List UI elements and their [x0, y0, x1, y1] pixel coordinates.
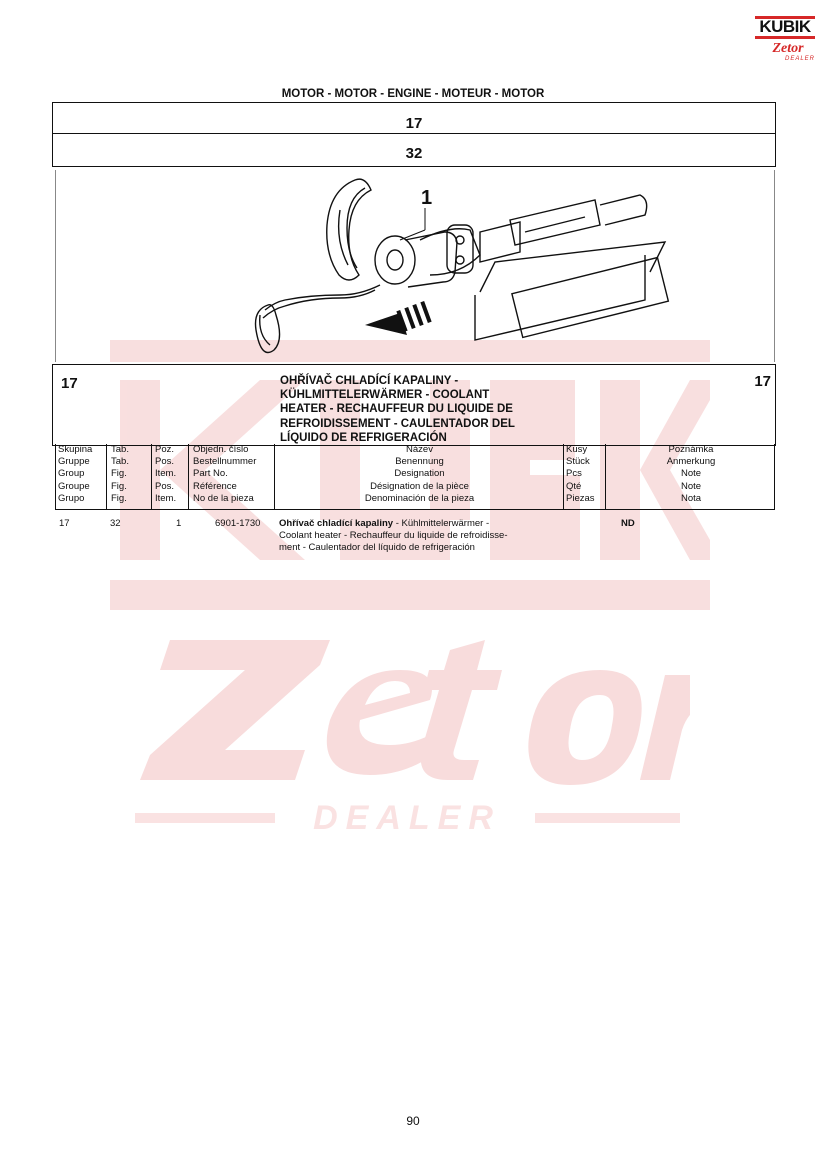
col-tab-label: Fig. — [111, 468, 127, 480]
group-title-line: LÍQUIDO DE REFRIGERACIÓN — [280, 431, 447, 444]
col-pos-label: Pos. — [155, 456, 175, 468]
col-note-label: Note — [680, 480, 702, 492]
page-number: 90 — [406, 1114, 420, 1128]
col-part-no-label: Bestellnummer — [193, 456, 257, 468]
col-part-no-label: Objedn. číslo — [193, 444, 249, 455]
col-tab — [106, 444, 156, 510]
col-qty-label: Kusy — [566, 444, 588, 455]
col-designation-label: Denominación de la pieza — [364, 492, 475, 504]
col-pos-label: Poz. — [155, 444, 175, 455]
group-number-box — [52, 102, 776, 134]
watermark-dealer — [135, 795, 680, 835]
logo-dealer-text: DEALER — [785, 56, 816, 62]
col-pos — [151, 444, 193, 510]
col-designation-label: Désignation de la pièce — [370, 480, 469, 492]
group-number-right: 17 — [754, 373, 771, 390]
group-title — [280, 374, 550, 445]
part-designation-bold: Ohřívač chladící kapaliny — [279, 518, 394, 529]
col-note-label: Nota — [680, 492, 702, 504]
col-part-no-label: Référence — [193, 480, 237, 492]
part-pos: 1 — [176, 518, 182, 529]
table-number-box — [52, 132, 776, 167]
col-designation-label: Název — [406, 444, 433, 455]
col-pos-label: Item. — [155, 468, 177, 480]
col-group-label: Grupo — [58, 492, 85, 504]
part-designation — [279, 518, 569, 553]
col-tab-label: Tab. — [111, 456, 129, 468]
col-qty-label: Qté — [566, 480, 582, 492]
part-note: ND — [621, 518, 635, 529]
watermark-zetor-logo — [130, 620, 690, 790]
group-title-line: REFROIDISSEMENT - CAULENTADOR DEL — [280, 417, 515, 430]
part-designation-line: - Kühlmittelerwärmer - — [393, 518, 490, 529]
col-part-no-label: Part No. — [193, 468, 228, 480]
col-designation — [274, 444, 564, 510]
col-qty-label: Stück — [566, 456, 590, 468]
col-part-no — [188, 444, 278, 510]
col-qty-label: Pcs — [566, 468, 582, 480]
part-tab: 32 — [110, 518, 121, 529]
col-group-label: Gruppe — [58, 456, 90, 468]
col-part-no-label: No de la pieza — [193, 492, 254, 504]
parts-illustration — [55, 170, 775, 362]
col-tab-label: Fig. — [111, 480, 127, 492]
group-number: 17 — [405, 115, 423, 132]
watermark-dealer-text: DEALER — [313, 799, 501, 835]
group-title-line: HEATER - RECHAUFFEUR DU LIQUIDE DE — [280, 403, 513, 416]
part-number: 6901-1730 — [215, 518, 261, 529]
callout-1: 1 — [421, 187, 433, 209]
group-title-line: OHŘÍVAČ CHLADÍCÍ KAPALINY - — [280, 375, 459, 387]
column-headers — [55, 444, 775, 510]
col-pos-label: Item. — [155, 492, 177, 504]
logo-bar — [755, 36, 815, 39]
col-group — [58, 444, 108, 510]
group-title-line: KÜHLMITTELERWÄRMER - COOLANT — [280, 389, 490, 402]
part-designation-line: ment - Caulentador del líquido de refrigeración — [279, 541, 475, 553]
col-note-label: Poznámka — [668, 444, 714, 455]
col-designation-label: Benennung — [395, 456, 444, 468]
col-group-label: Groupe — [58, 480, 90, 492]
col-note-label: Note — [680, 468, 702, 480]
kubik-zetor-logo — [755, 14, 815, 66]
col-group-label: Group — [58, 468, 85, 480]
col-group-label: Skupina — [58, 444, 93, 455]
col-tab-label: Fig. — [111, 492, 127, 504]
logo-zetor-text: Zetor — [772, 41, 804, 56]
col-qty — [563, 444, 606, 510]
col-note-label: Anmerkung — [666, 456, 716, 468]
section-title: MOTOR - MOTOR - ENGINE - MOTEUR - MOTOR — [281, 88, 545, 100]
col-pos-label: Pos. — [155, 480, 175, 492]
col-qty-label: Piezas — [566, 492, 595, 504]
part-group: 17 — [59, 518, 70, 529]
group-number-left: 17 — [61, 375, 78, 392]
col-note — [605, 444, 776, 510]
table-number: 32 — [405, 145, 423, 162]
part-designation-line: Coolant heater - Rechauffeur du liquide de refroidisse- — [279, 529, 508, 541]
col-designation-label: Designation — [394, 468, 445, 480]
col-tab-label: Tab. — [111, 444, 129, 455]
logo-kubik-text: KUBIK — [759, 17, 811, 36]
